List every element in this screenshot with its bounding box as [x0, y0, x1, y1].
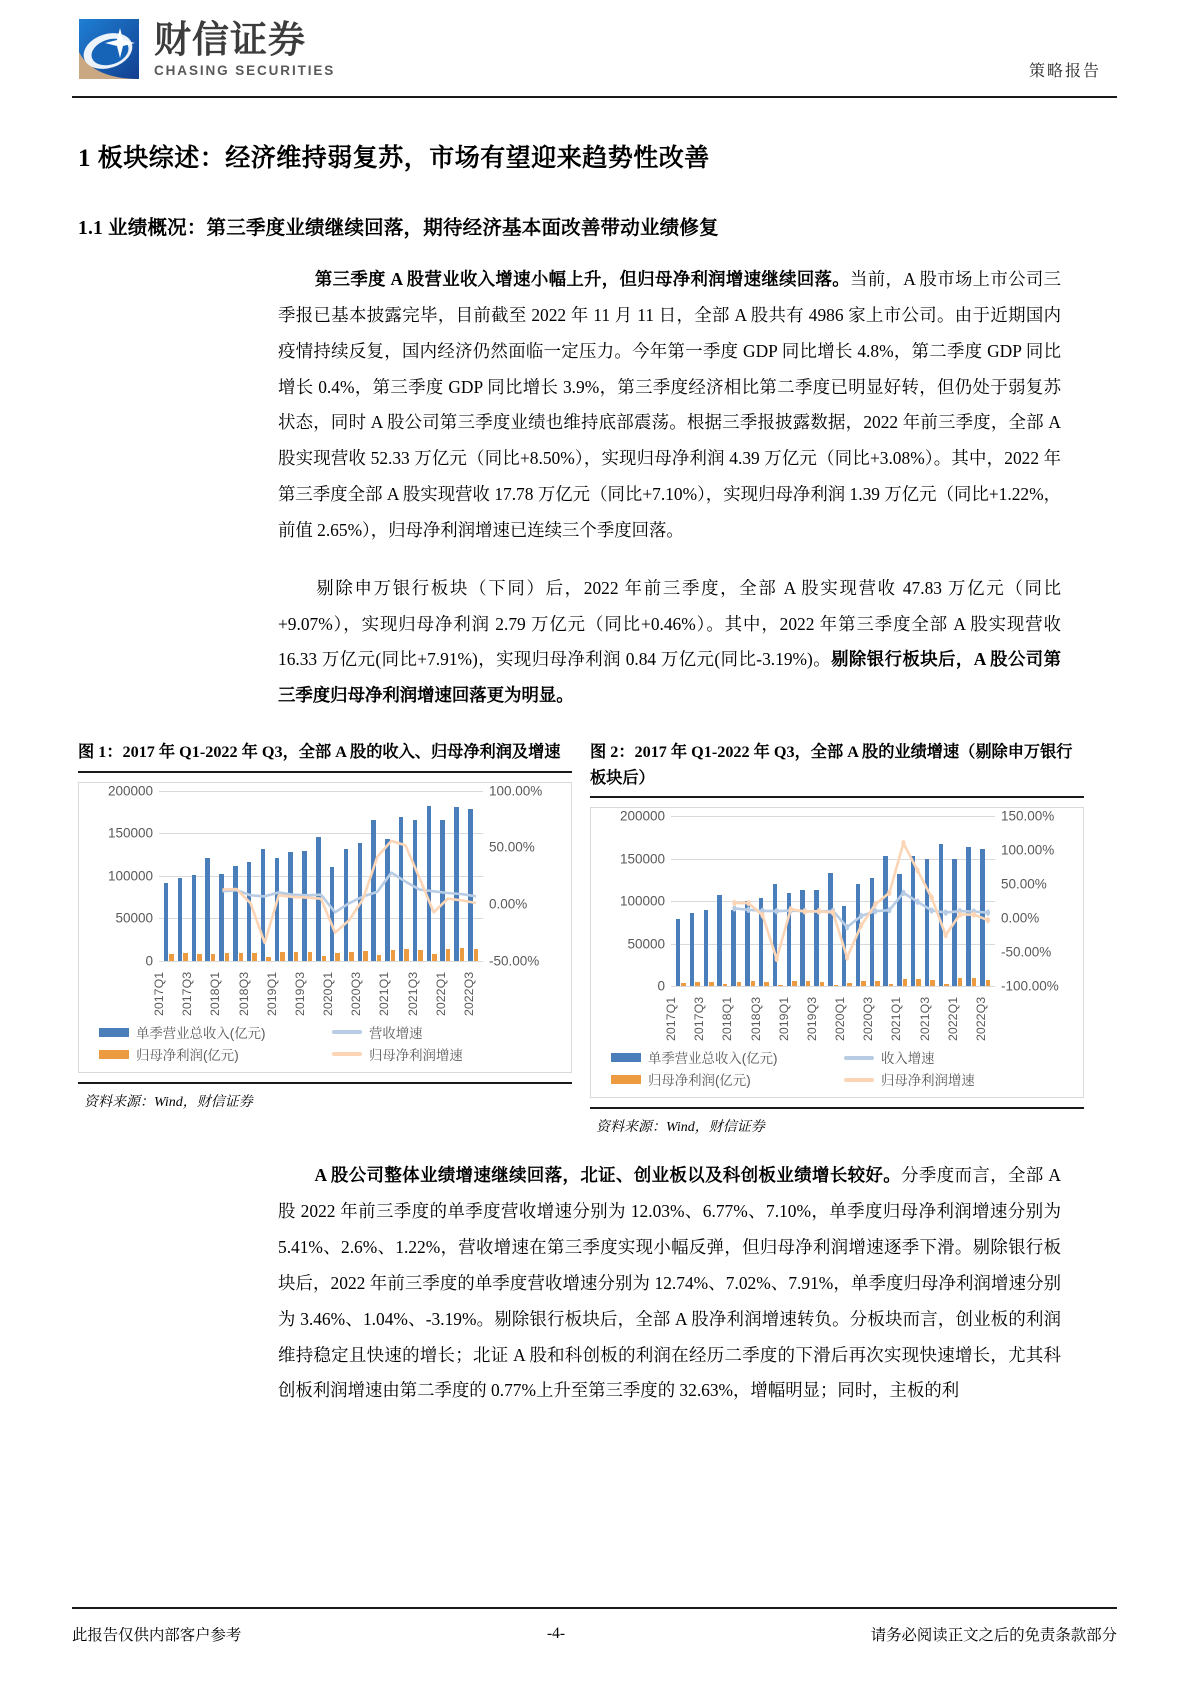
x-axis-tick: 2021Q3 — [917, 997, 932, 1042]
series-marker — [789, 906, 793, 912]
series-marker — [944, 910, 948, 916]
f1-ytick-right: 0.00% — [489, 896, 528, 912]
paragraph-2 — [0, 571, 1189, 714]
figures-row — [0, 740, 1189, 1136]
f1-ytick-right: -50.00% — [489, 953, 540, 969]
logo-text-chinese: 财信证券 — [154, 18, 306, 60]
legend-swatch — [99, 1050, 129, 1059]
series-marker — [901, 840, 905, 846]
subsection-heading: 1.1 业绩概况：第三季度业绩继续回落，期待经济基本面改善带动业绩修复 — [78, 218, 719, 239]
figure-2-chart — [590, 807, 1084, 1098]
x-axis-tick: 2022Q3 — [461, 971, 476, 1016]
paragraph-2-body: 剔除申万银行板块（下同）后，2022 年前三季度，全部 A 股实现营收 47.83 万亿元（同比+9.07%），实现归母净利润 2.79 万亿元（同比+0.46%）。其中，2022 年第三季度全部 A 股实现营收16.33 万亿元(同比+7.91%)，实现归母净利润 0.84 万亿元(同比-3.19%)。 — [278, 577, 1061, 670]
series-marker — [929, 895, 933, 901]
figure-2-plot — [671, 816, 995, 986]
x-axis-tick: 2020Q1 — [321, 971, 336, 1016]
legend-row — [99, 1023, 565, 1042]
page-header — [0, 0, 1189, 110]
series-marker — [859, 913, 863, 919]
legend-item — [99, 1023, 332, 1042]
f1-ytick-right: 100.00% — [489, 783, 543, 799]
logo-text-english: CHASING SECURITIES — [154, 62, 336, 78]
series-marker — [958, 912, 962, 918]
legend-cell — [844, 1048, 1077, 1067]
paragraph-1-body: 当前，A 股市场上市公司三季报已基本披露完毕，目前截至 2022 年 11 月 11 日，全部 A 股共有 4986 家上市公司。由于近期国内疫情持续反复，国内经济仍然面临一定压力。今年第一季度 GDP 同比增长 4.8%，第二季度 GDP 同比增长 0.4%，第三季度 GDP 同比增长 3.9%，第三季度经济相比第二季度已明显好转，但仍处于弱复苏状态，同时 A 股公司第三季度业绩也维持底部震荡。根据三季报披露数据，2022 年前三季度，全部 A 股实现营收 52.33 万亿元（同比+8.50%），实现归母净利润 4.39 万亿元（同比+3.08%）。其中，2022 年第三季度全部 A 股实现营收 17.78 万亿元（同比+7.10%），实现归母净利润 1.39 万亿元（同比+1.22%，前值 2.65%），归母净利润增速已连续三个季度回落。 — [278, 269, 1061, 540]
figure-2-y-axis-right — [995, 808, 1077, 994]
legend-cell — [99, 1023, 332, 1042]
paragraph-3-lead: A 股公司整体业绩增速继续回落，北证、创业板以及科创板业绩增长较好。 — [314, 1165, 902, 1186]
f2-ytick-right: 150.00% — [1001, 808, 1055, 824]
series-marker — [775, 908, 779, 914]
paragraph-3 — [0, 1158, 1189, 1409]
f2-ytick-right: 100.00% — [1001, 842, 1055, 858]
f2-ytick-left: 100000 — [619, 893, 665, 909]
x-axis-tick: 2019Q3 — [292, 971, 307, 1016]
series-marker — [887, 907, 891, 913]
figure-1 — [78, 740, 572, 1136]
paragraph-3-body: 分季度而言，全部 A 股 2022 年前三季度的单季度营收增速分别为 12.03%、6.77%、7.10%，单季度归母净利润增速分别为 5.41%、2.6%、1.22%，营收增速在第三季度实现小幅反弹，但归母净利润增速逐季下滑。剔除银行板块后，2022 年前三季度的单季度营收增速分别为 12.74%、7.02%、7.91%，单季度归母净利润增速分别为 3.46%、1.04%、-3.19%。剔除银行板块后，全部 A 股净利润增速转负。分板块而言，创业板的利润维持稳定且快速的增长；北证 A 股和科创板的利润在经历二季度的下滑后再次实现快速增长，尤其科创板利润增速由第二季度的 0.77%上升至第三季度的 32.63%，增幅明显；同时，主板的利 — [278, 1165, 1061, 1401]
x-axis-tick: 2020Q1 — [833, 997, 848, 1042]
x-axis-tick: 2022Q3 — [973, 997, 988, 1042]
legend-label: 营收增速 — [369, 1025, 423, 1041]
f2-ytick-right: 50.00% — [1001, 876, 1047, 892]
footer-right-note: 请务必阅读正文之后的免责条款部分 — [870, 1627, 1117, 1644]
footer-left-note: 此报告仅供内部客户参考 — [72, 1627, 242, 1644]
figure-2 — [590, 740, 1084, 1136]
legend-row — [611, 1070, 1077, 1089]
page-content — [0, 110, 1189, 1409]
legend-label: 归母净利润(亿元) — [136, 1047, 239, 1063]
series-marker — [845, 955, 849, 961]
series-marker — [887, 890, 891, 896]
paragraph-1 — [0, 262, 1189, 549]
x-axis-tick: 2018Q1 — [720, 997, 735, 1042]
x-axis-tick: 2017Q1 — [664, 997, 679, 1042]
figure-1-legend — [85, 1016, 565, 1066]
x-axis-tick: 2020Q3 — [861, 997, 876, 1042]
page-number: -4- — [547, 1625, 565, 1642]
series-marker — [831, 910, 835, 916]
page-footer — [72, 1623, 1117, 1645]
f1-ytick-left: 50000 — [115, 910, 153, 926]
series-marker — [915, 899, 919, 905]
legend-label: 单季营业总收入(亿元) — [136, 1025, 266, 1041]
x-axis-tick: 2018Q3 — [748, 997, 763, 1042]
figure-1-plot — [159, 791, 483, 961]
legend-label: 归母净利润增速 — [369, 1047, 463, 1063]
legend-swatch — [844, 1078, 874, 1082]
series-marker — [929, 908, 933, 914]
figure-1-x-axis — [152, 961, 483, 1016]
f2-ytick-left: 150000 — [619, 851, 665, 867]
f2-lines — [671, 816, 995, 986]
f2-ytick-left: 50000 — [627, 936, 665, 952]
figure-2-y-axis-left — [597, 808, 671, 994]
legend-item — [611, 1070, 844, 1089]
series-marker — [803, 909, 807, 915]
legend-cell — [99, 1045, 332, 1064]
figure-1-source: 资料来源：Wind，财信证券 — [84, 1094, 253, 1110]
legend-cell — [611, 1070, 844, 1089]
legend-cell — [332, 1023, 565, 1042]
legend-label: 收入增速 — [881, 1051, 935, 1067]
series-marker — [732, 906, 736, 912]
x-axis-tick: 2019Q1 — [776, 997, 791, 1042]
series-marker — [944, 932, 948, 938]
figure-2-plot-area — [597, 808, 1077, 1042]
legend-swatch — [332, 1030, 362, 1034]
figure-1-caption: 图 1：2017 年 Q1-2022 年 Q3，全部 A 股的收入、归母净利润及增速 — [78, 743, 561, 762]
series-marker — [873, 908, 877, 914]
series-marker — [845, 924, 849, 930]
section-heading: 1 板块综述：经济维持弱复苏，市场有望迎来趋势性改善 — [78, 145, 710, 172]
series-marker — [986, 917, 990, 923]
x-axis-tick: 2022Q1 — [945, 997, 960, 1042]
series-marker — [986, 910, 990, 916]
series-marker — [901, 890, 905, 896]
header-divider — [72, 96, 1117, 98]
f1-ytick-left: 200000 — [107, 783, 153, 799]
series-marker — [859, 923, 863, 929]
figure-1-y-axis-right — [483, 783, 565, 969]
figure-1-plot-area — [85, 783, 565, 1016]
series-line — [734, 844, 988, 960]
x-axis-tick: 2018Q3 — [236, 971, 251, 1016]
series-marker — [873, 902, 877, 908]
x-axis-tick: 2017Q3 — [692, 997, 707, 1042]
f2-ytick-right: -100.00% — [1001, 978, 1059, 994]
series-marker — [915, 868, 919, 874]
legend-cell — [844, 1070, 1077, 1089]
legend-swatch — [611, 1075, 641, 1084]
f2-ytick-left: 200000 — [619, 808, 665, 824]
figure-2-source: 资料来源：Wind，财信证券 — [596, 1120, 765, 1136]
legend-cell — [611, 1048, 844, 1067]
figure-1-box — [78, 771, 572, 1084]
figure-1-y-axis-left — [85, 783, 159, 969]
company-logo — [78, 18, 335, 80]
legend-swatch — [611, 1053, 641, 1062]
legend-label: 单季营业总收入(亿元) — [648, 1051, 778, 1067]
figure-2-box — [590, 796, 1084, 1109]
footer-divider — [72, 1607, 1117, 1609]
x-axis-tick: 2019Q1 — [264, 971, 279, 1016]
legend-item — [844, 1070, 1077, 1089]
series-line — [222, 872, 476, 912]
f1-ytick-left: 150000 — [107, 825, 153, 841]
x-axis-tick: 2017Q3 — [180, 971, 195, 1016]
legend-label: 归母净利润(亿元) — [648, 1073, 751, 1089]
f2-ytick-left: 0 — [657, 978, 665, 994]
figure-2-legend — [597, 1041, 1077, 1091]
x-axis-tick: 2020Q3 — [349, 971, 364, 1016]
f2-ytick-right: 0.00% — [1001, 910, 1040, 926]
report-type-label: 策略报告 — [1028, 63, 1101, 80]
legend-swatch — [332, 1052, 362, 1056]
series-marker — [746, 900, 750, 906]
paragraph-2-bold: 剔除银行板块后，A 股公司第三季度归母净利润增速回落更为明显。 — [278, 649, 1061, 706]
figure-2-caption: 图 2：2017 年 Q1-2022 年 Q3，全部 A 股的业绩增速（剔除申万银行板块后） — [590, 743, 1073, 787]
legend-swatch — [99, 1028, 129, 1037]
legend-item — [611, 1048, 844, 1067]
legend-item — [844, 1048, 1077, 1067]
logo-mark-icon — [78, 18, 140, 80]
legend-item — [332, 1023, 565, 1042]
series-line — [734, 893, 988, 927]
figure-2-x-axis — [664, 986, 995, 1042]
x-axis-tick: 2021Q1 — [889, 997, 904, 1042]
x-axis-tick: 2019Q3 — [804, 997, 819, 1042]
legend-swatch — [844, 1056, 874, 1060]
legend-item — [332, 1045, 565, 1064]
x-axis-tick: 2021Q3 — [405, 971, 420, 1016]
series-marker — [760, 912, 764, 918]
series-marker — [817, 908, 821, 914]
legend-item — [99, 1045, 332, 1064]
f1-ytick-left: 0 — [145, 953, 153, 969]
paragraph-1-lead: 第三季度 A 股营业收入增速小幅上升，但归母净利润增速继续回落。 — [314, 269, 851, 289]
f1-ytick-right: 50.00% — [489, 839, 535, 855]
legend-row — [99, 1045, 565, 1064]
legend-label: 归母净利润增速 — [881, 1073, 975, 1089]
x-axis-tick: 2022Q1 — [433, 971, 448, 1016]
series-marker — [732, 900, 736, 906]
f1-lines — [159, 791, 483, 961]
x-axis-tick: 2018Q1 — [208, 971, 223, 1016]
x-axis-tick: 2017Q1 — [152, 971, 167, 1016]
legend-row — [611, 1048, 1077, 1067]
f2-ytick-right: -50.00% — [1001, 944, 1052, 960]
series-marker — [972, 912, 976, 918]
series-marker — [746, 907, 750, 913]
f1-ytick-left: 100000 — [107, 868, 153, 884]
series-marker — [775, 956, 779, 962]
legend-cell — [332, 1045, 565, 1064]
x-axis-tick: 2021Q1 — [377, 971, 392, 1016]
figure-1-chart — [78, 782, 572, 1073]
